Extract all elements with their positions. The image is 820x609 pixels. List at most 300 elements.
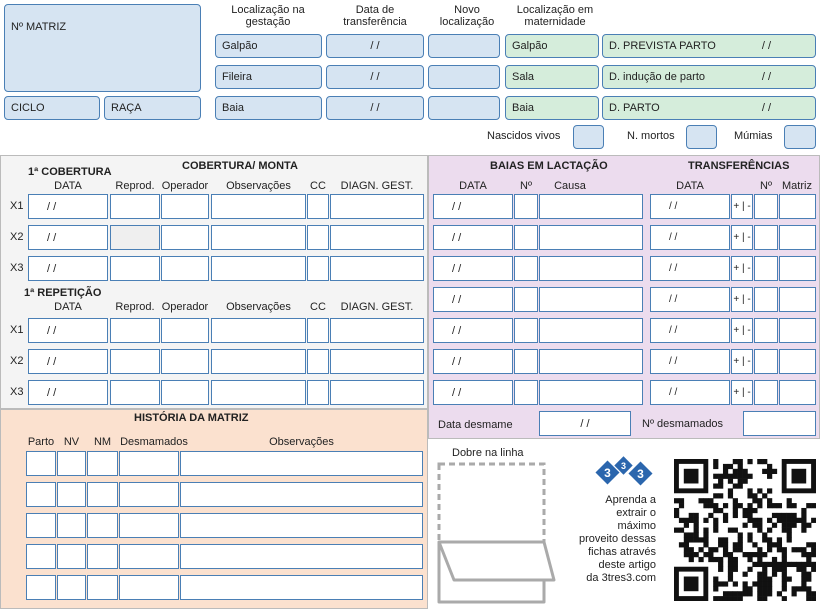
transfer-cell[interactable] [754,225,778,250]
qr-module [733,542,738,547]
qr-module [694,537,699,542]
cobertura-cell[interactable] [330,194,424,219]
qr-module [698,537,703,542]
lactacao-cell[interactable] [514,349,538,374]
qr-module [787,537,792,542]
lactacao-cell[interactable] [539,194,643,219]
cobertura-cell[interactable] [161,380,209,405]
cobertura-cell[interactable] [28,194,108,219]
header-data-transferencia: Data de transferência [343,4,407,28]
historia-cell[interactable] [180,575,423,600]
qr-module [767,547,772,552]
raca-field[interactable] [104,96,201,120]
qr-module [796,518,801,523]
qr-module [767,488,772,493]
date-slashes: / / [669,201,678,212]
lactacao-cell[interactable] [514,225,538,250]
transfer-cell[interactable] [650,194,730,219]
cobertura-cell[interactable] [307,225,329,250]
transfer-cell[interactable] [754,287,778,312]
historia-cell[interactable] [119,451,179,476]
promo-text-line: máximo [617,520,656,532]
gest-baia-label: Baia [222,102,245,114]
n-desmamados-label: Nº desmamados [642,418,724,430]
cobertura-cell[interactable] [330,225,424,250]
cobertura-cell[interactable] [330,318,424,343]
lactacao-cell[interactable] [433,194,513,219]
plus-minus-toggle: + | - [733,294,751,305]
qr-module [733,567,738,572]
qr-module [811,518,816,523]
matriz-field[interactable] [4,4,201,92]
transfer-title: TRANSFERÊNCIAS [688,160,790,172]
novo-loc-field-2[interactable] [428,65,500,89]
cobertura-col-header: DATA [54,180,82,192]
qr-module [689,557,694,562]
date-slashes: / / [47,231,57,244]
transfer-cell[interactable] [731,194,753,219]
historia-col-header: NM [93,436,112,448]
historia-cell[interactable] [57,451,86,476]
qr-module [792,586,797,591]
date-slashes: / / [761,102,771,114]
novo-loc-field-3[interactable] [428,96,500,120]
historia-cell[interactable] [119,544,179,569]
transfer-cell[interactable] [650,349,730,374]
cobertura-cell[interactable] [28,256,108,281]
promo-text-line: proveito dessas [578,533,656,545]
lactacao-cell[interactable] [514,380,538,405]
logo-3tres3-icon [592,456,660,496]
qr-module [801,518,806,523]
qr-module [708,503,713,508]
cobertura-cell[interactable] [307,256,329,281]
qr-module [689,532,694,537]
cobertura-cell[interactable] [110,256,160,281]
qr-module [772,503,777,508]
qr-module [743,508,748,513]
cobertura-cell[interactable] [28,225,108,250]
lactacao-cell[interactable] [539,256,643,281]
qr-module [777,591,782,596]
lactacao-cell[interactable] [433,380,513,405]
historia-cell[interactable] [57,482,86,507]
qr-module [792,503,797,508]
qr-module [772,572,777,577]
mat-galpao-field[interactable] [505,34,599,58]
qr-module [757,581,762,586]
transfer-cell[interactable] [754,349,778,374]
qr-module [767,474,772,479]
qr-module [767,528,772,533]
date-slashes: / / [669,263,678,274]
transfer-col-header: Nº [760,180,772,192]
qr-module [782,552,787,557]
historia-cell[interactable] [87,482,118,507]
historia-cell[interactable] [57,513,86,538]
qr-module [733,503,738,508]
plus-minus-toggle: + | - [733,201,751,212]
qr-module [743,523,748,528]
historia-cell[interactable] [57,575,86,600]
qr-module [713,528,718,533]
qr-module [728,552,733,557]
qr-module [679,518,684,523]
date-slashes: / / [452,386,462,399]
qr-module [698,547,703,552]
cobertura-col-header: CC [310,180,326,192]
qr-module [723,518,728,523]
transfer-cell[interactable] [779,194,816,219]
qr-module [684,518,689,523]
transfer-cell[interactable] [650,225,730,250]
qr-module [738,542,743,547]
cobertura-cell[interactable] [161,349,209,374]
qr-module [792,513,797,518]
historia-cell[interactable] [180,451,423,476]
cobertura-cell[interactable] [28,380,108,405]
cobertura-cell[interactable] [307,318,329,343]
historia-cell[interactable] [87,575,118,600]
date-slashes: / / [580,417,590,430]
qr-module [757,503,762,508]
logo-digit-1: 3 [604,466,611,480]
qr-module [723,581,728,586]
qr-module [772,523,777,528]
cobertura-cell[interactable] [211,349,306,374]
qr-module [713,518,718,523]
lactacao-cell[interactable] [539,287,643,312]
logo-digit-3: 3 [637,467,644,481]
data-desmame-field[interactable] [539,411,631,436]
historia-cell[interactable] [26,482,56,507]
qr-module [703,542,708,547]
qr-module [777,547,782,552]
transfer-cell[interactable] [731,225,753,250]
cobertura-cell[interactable] [307,349,329,374]
cobertura-cell[interactable] [211,318,306,343]
cobertura-title: COBERTURA/ MONTA [182,160,298,172]
qr-module [674,508,679,513]
cobertura-cell[interactable] [161,194,209,219]
qr-module [752,498,757,503]
cobertura-cell[interactable] [307,380,329,405]
qr-module [703,532,708,537]
qr-module [801,547,806,552]
cobertura-cell[interactable] [110,380,160,405]
qr-module [738,547,743,552]
mumias-field[interactable] [784,125,816,149]
qr-module [777,513,782,518]
qr-module [747,591,752,596]
transfer-cell[interactable] [779,349,816,374]
cobertura-cell[interactable] [110,349,160,374]
gest-baia-field[interactable] [215,96,322,120]
cobertura-cell[interactable] [161,256,209,281]
transfer-cell[interactable] [754,318,778,343]
cobertura-cell[interactable] [110,225,160,250]
lactacao-cell[interactable] [514,194,538,219]
qr-module [743,552,748,557]
qr-module [747,493,752,498]
qr-module [801,552,806,557]
historia-cell[interactable] [26,513,56,538]
transfer-cell[interactable] [731,287,753,312]
cobertura-col-header: DATA [54,301,82,313]
fold-diagram [428,458,558,608]
qr-module [796,567,801,572]
qr-module [723,596,728,601]
qr-module [708,557,713,562]
gest-fileira-field[interactable] [215,65,322,89]
historia-cell[interactable] [119,575,179,600]
lactacao-cell[interactable] [433,349,513,374]
historia-cell[interactable] [26,451,56,476]
qr-module [723,552,728,557]
qr-module [762,493,767,498]
qr-module [728,479,733,484]
qr-module [796,562,801,567]
qr-module [723,513,728,518]
qr-module [713,547,718,552]
qr-module [762,577,767,582]
cobertura-cell[interactable] [28,349,108,374]
date-slashes: / / [452,231,462,244]
qr-module [747,503,752,508]
historia-cell[interactable] [180,482,423,507]
qr-module [733,459,738,464]
transfer-cell[interactable] [779,380,816,405]
qr-module [787,503,792,508]
novo-loc-field-1[interactable] [428,34,500,58]
qr-module [723,474,728,479]
qr-module [801,528,806,533]
lactacao-cell[interactable] [539,318,643,343]
cobertura-cell[interactable] [211,256,306,281]
transfer-cell[interactable] [731,256,753,281]
qr-module [762,586,767,591]
n-mortos-label: N. mortos [627,130,675,142]
transfer-cell[interactable] [779,256,816,281]
qr-module [757,562,762,567]
cobertura-col-header: Reprod. [115,301,155,313]
lactacao-cell[interactable] [433,256,513,281]
qr-module [723,503,728,508]
date-slashes: / / [669,387,678,398]
qr-module [674,513,679,518]
qr-module [806,552,811,557]
date-slashes: / / [669,356,678,367]
qr-module [694,552,699,557]
transfer-cell[interactable] [754,256,778,281]
historia-cell[interactable] [119,513,179,538]
cobertura-cell[interactable] [161,225,209,250]
qr-module [747,459,752,464]
qr-module [698,557,703,562]
fold-dashed-outline [439,464,544,542]
fold-label: Dobre na linha [452,447,524,459]
qr-module [796,547,801,552]
transfer-date-field-1[interactable] [326,34,424,58]
n-mortos-field[interactable] [686,125,717,149]
qr-module [767,581,772,586]
qr-module [723,464,728,469]
transfer-cell[interactable] [779,225,816,250]
qr-module [767,464,772,469]
cobertura-cell[interactable] [161,318,209,343]
qr-module [733,483,738,488]
plus-minus-toggle: + | - [733,263,751,274]
qr-module [767,591,772,596]
cobertura-col-header: Observações [226,180,291,192]
qr-module [747,557,752,562]
qr-module [733,474,738,479]
qr-module [767,503,772,508]
cobertura-cell[interactable] [330,349,424,374]
gest-galpao-field[interactable] [215,34,322,58]
qr-module [787,518,792,523]
inducao-parto-field[interactable] [602,65,816,89]
historia-cell[interactable] [26,575,56,600]
qr-module [792,591,797,596]
lactacao-cell[interactable] [514,287,538,312]
qr-module [728,528,733,533]
n-desmamados-field[interactable] [743,411,816,436]
lactacao-cell[interactable] [539,349,643,374]
cobertura-cell[interactable] [330,380,424,405]
cobertura-col-header: Observações [226,301,291,313]
cobertura-cell[interactable] [110,194,160,219]
qr-finder-center [684,469,699,484]
qr-module [743,474,748,479]
qr-module [806,596,811,601]
row-label: X3 [10,262,24,274]
transfer-cell[interactable] [650,318,730,343]
qr-module [811,552,816,557]
transfer-cell[interactable] [731,349,753,374]
historia-cell[interactable] [180,544,423,569]
cobertura-cell[interactable] [211,380,306,405]
qr-module [728,474,733,479]
historia-cell[interactable] [26,544,56,569]
qr-module [728,567,733,572]
transfer-cell[interactable] [779,318,816,343]
date-slashes: / / [47,355,57,368]
qr-module [708,547,713,552]
lactacao-cell[interactable] [539,225,643,250]
lactacao-cell[interactable] [514,318,538,343]
mat-sala-field[interactable] [505,65,599,89]
parto-field[interactable] [602,96,816,120]
transfer-cell[interactable] [731,318,753,343]
qr-module [767,469,772,474]
transfer-cell[interactable] [754,194,778,219]
qr-module [733,513,738,518]
transfer-date-field-2[interactable] [326,65,424,89]
cobertura-cell[interactable] [307,194,329,219]
qr-module [801,567,806,572]
qr-module [743,479,748,484]
date-slashes: / / [452,355,462,368]
nascidos-vivos-field[interactable] [573,125,604,149]
promo-text [566,494,656,585]
plus-minus-toggle: + | - [733,356,751,367]
transfer-cell[interactable] [650,256,730,281]
row-label: X2 [10,231,24,243]
historia-cell[interactable] [119,482,179,507]
qr-module [757,572,762,577]
qr-module [811,562,816,567]
mat-baia-field[interactable] [505,96,599,120]
qr-module [757,596,762,601]
cobertura-cell[interactable] [28,318,108,343]
qr-module [806,557,811,562]
lactacao-cell[interactable] [433,318,513,343]
lactacao-cell[interactable] [514,256,538,281]
nascidos-vivos-label: Nascidos vivos [487,130,561,142]
transfer-cell[interactable] [731,380,753,405]
qr-module [747,488,752,493]
qr-module [679,542,684,547]
transfer-date-field-3[interactable] [326,96,424,120]
prevista-parto-field[interactable] [602,34,816,58]
qr-module [703,498,708,503]
cobertura-cell[interactable] [211,225,306,250]
lactacao-cell[interactable] [433,287,513,312]
qr-module [762,552,767,557]
date-slashes: / / [47,386,57,399]
qr-module [718,542,723,547]
qr-module [757,459,762,464]
ciclo-label: CICLO [11,102,45,114]
transfer-cell[interactable] [650,287,730,312]
qr-module [811,567,816,572]
promo-text-line: deste artigo [598,559,656,571]
transfer-cell[interactable] [650,380,730,405]
cobertura-cell[interactable] [110,318,160,343]
transfer-cell[interactable] [754,380,778,405]
historia-col-header: Desmamados [120,436,188,448]
ciclo-field[interactable] [4,96,100,120]
qr-module [757,528,762,533]
qr-module [801,562,806,567]
lactacao-cell[interactable] [539,380,643,405]
qr-module [801,581,806,586]
historia-cell[interactable] [87,513,118,538]
cobertura-cell[interactable] [330,256,424,281]
historia-cell[interactable] [87,544,118,569]
cobertura-col-header: Reprod. [115,180,155,192]
header-novo-localizacao: Novo localização [439,4,495,28]
historia-cell[interactable] [57,544,86,569]
qr-module [738,464,743,469]
qr-code[interactable] [674,459,816,601]
qr-module [733,508,738,513]
qr-module [767,542,772,547]
logo-digit-2: 3 [620,461,627,471]
transfer-cell[interactable] [779,287,816,312]
qr-module [733,562,738,567]
qr-module [713,464,718,469]
cobertura-cell[interactable] [211,194,306,219]
lactacao-col-header: Causa [554,180,586,192]
cobertura-col-header: DIAGN. GEST. [340,301,414,313]
historia-cell[interactable] [180,513,423,538]
qr-module [698,498,703,503]
lactacao-cell[interactable] [433,225,513,250]
qr-module [772,567,777,572]
historia-cell[interactable] [87,451,118,476]
